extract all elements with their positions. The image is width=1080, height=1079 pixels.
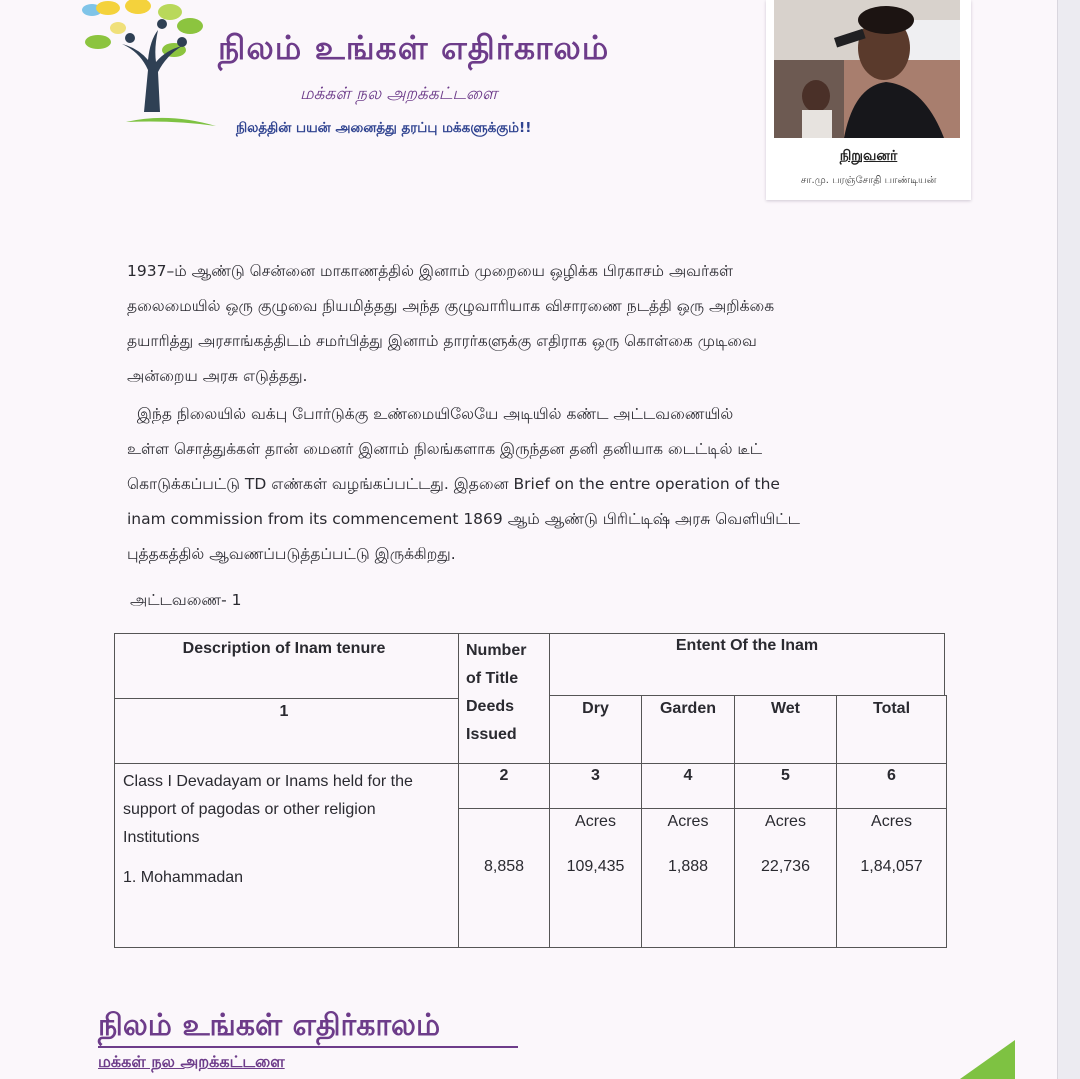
unit-total: Acres [871, 813, 912, 830]
footer-title: நிலம் உங்கள் எதிர்காலம் [98, 1008, 441, 1043]
founder-label: நிறுவனர் [839, 148, 898, 164]
paragraph-2-line: உள்ள சொத்துக்கள் தான் மைனர் இனாம் நிலங்களாக இருந்தன தனி தனியாக டைட்டில் டீட் [127, 440, 763, 458]
corner-accent [960, 1040, 1015, 1079]
unit-garden: Acres [667, 813, 709, 830]
tree-logo-icon [78, 0, 228, 132]
column-number-3: 3 [591, 767, 600, 784]
paragraph-1-line: 1937–ம் ஆண்டு சென்னை மாகாணத்தில் இனாம் முறையை ஒழிக்க பிரகாசம் அவர்கள் [127, 262, 733, 280]
unit-wet: Acres [765, 813, 806, 830]
deeds-value-cell [458, 808, 550, 948]
column-number-4: 4 [683, 767, 693, 784]
paragraph-2 [127, 397, 937, 572]
column-number-6: 6 [887, 767, 896, 784]
header-number-line: Issued [466, 726, 517, 743]
column-number-1: 1 [279, 703, 289, 720]
unit-dry: Acres [575, 813, 616, 830]
row-description [123, 768, 413, 852]
paragraph-1-line: அன்றைய அரசு எடுத்தது. [127, 367, 308, 385]
header-extent: Entent Of the Inam [675, 637, 819, 654]
value-dry: 109,435 [566, 858, 625, 875]
value-wet: 22,736 [761, 858, 810, 875]
header-description: Description of Inam tenure [182, 640, 386, 657]
inam-table [114, 633, 947, 948]
paragraph-2-line: inam commission from its commencement 1869 ஆம் ஆண்டு பிரிட்டிஷ் அரசு வெளியிட்ட [127, 510, 800, 528]
header-garden: Garden [659, 700, 716, 717]
paragraph-2-line: இந்த நிலையில் வக்பு போர்டுக்கு உண்மையிலேயே அடியில் கண்ட அட்டவணையில் [127, 405, 734, 423]
org-title: நிலம் உங்கள் எதிர்காலம் [218, 28, 610, 67]
value-total: 1,84,057 [860, 858, 923, 875]
value-garden: 1,888 [667, 858, 709, 875]
header-number-line: Number [466, 642, 527, 659]
page-edge [1057, 0, 1080, 1079]
row-description-line: support of pagodas or other religion [123, 801, 376, 818]
value-title-deeds: 8,858 [483, 858, 525, 875]
row-description-line: Class I Devadayam or Inams held for the [123, 773, 413, 790]
org-tagline: நிலத்தின் பயன் அனைத்து தரப்பு மக்களுக்கும்!! [236, 120, 532, 136]
founder-name: சா.மு. பரஞ்சோதி பாண்டியன் [800, 175, 937, 186]
paragraph-2-line: கொடுக்கப்பட்டு TD எண்கள் வழங்கப்பட்டது. இதனை Brief on the entre operation of the [127, 475, 780, 493]
founder-card [766, 0, 971, 200]
header-number-of-title-deeds [466, 637, 526, 749]
column-number-2: 2 [499, 767, 509, 784]
header-number-line: Deeds [466, 698, 515, 715]
row-description-line: Institutions [123, 829, 200, 846]
paragraph-1-line: தயாரித்து அரசாங்கத்திடம் சமர்பித்து இனாம் தாரர்களுக்கு எதிராக ஒரு கொள்கை முடிவை [127, 332, 757, 350]
row-item: 1. Mohammadan [123, 869, 244, 886]
footer-subtitle: மக்கள் நல அறக்கட்டளை [98, 1052, 285, 1071]
paragraph-1-line: தலைமையில் ஒரு குழுவை நியமித்தது அந்த குழுவாரியாக விசாரணை நடத்தி ஒரு அறிக்கை [127, 297, 775, 315]
header-wet: Wet [770, 700, 801, 717]
paragraph-1 [127, 254, 937, 394]
header-number-line: of Title [466, 670, 519, 687]
footer-divider [98, 1046, 518, 1048]
column-number-5: 5 [781, 767, 790, 784]
header-total: Total [872, 700, 911, 717]
founder-photo [774, 0, 960, 138]
org-subtitle: மக்கள் நல அறக்கட்டளை [300, 84, 498, 104]
paragraph-2-line: புத்தகத்தில் ஆவணப்படுத்தப்பட்டு இருக்கிறது. [127, 545, 456, 563]
header-dry: Dry [582, 700, 609, 717]
table-caption: அட்டவணை- 1 [130, 591, 242, 609]
